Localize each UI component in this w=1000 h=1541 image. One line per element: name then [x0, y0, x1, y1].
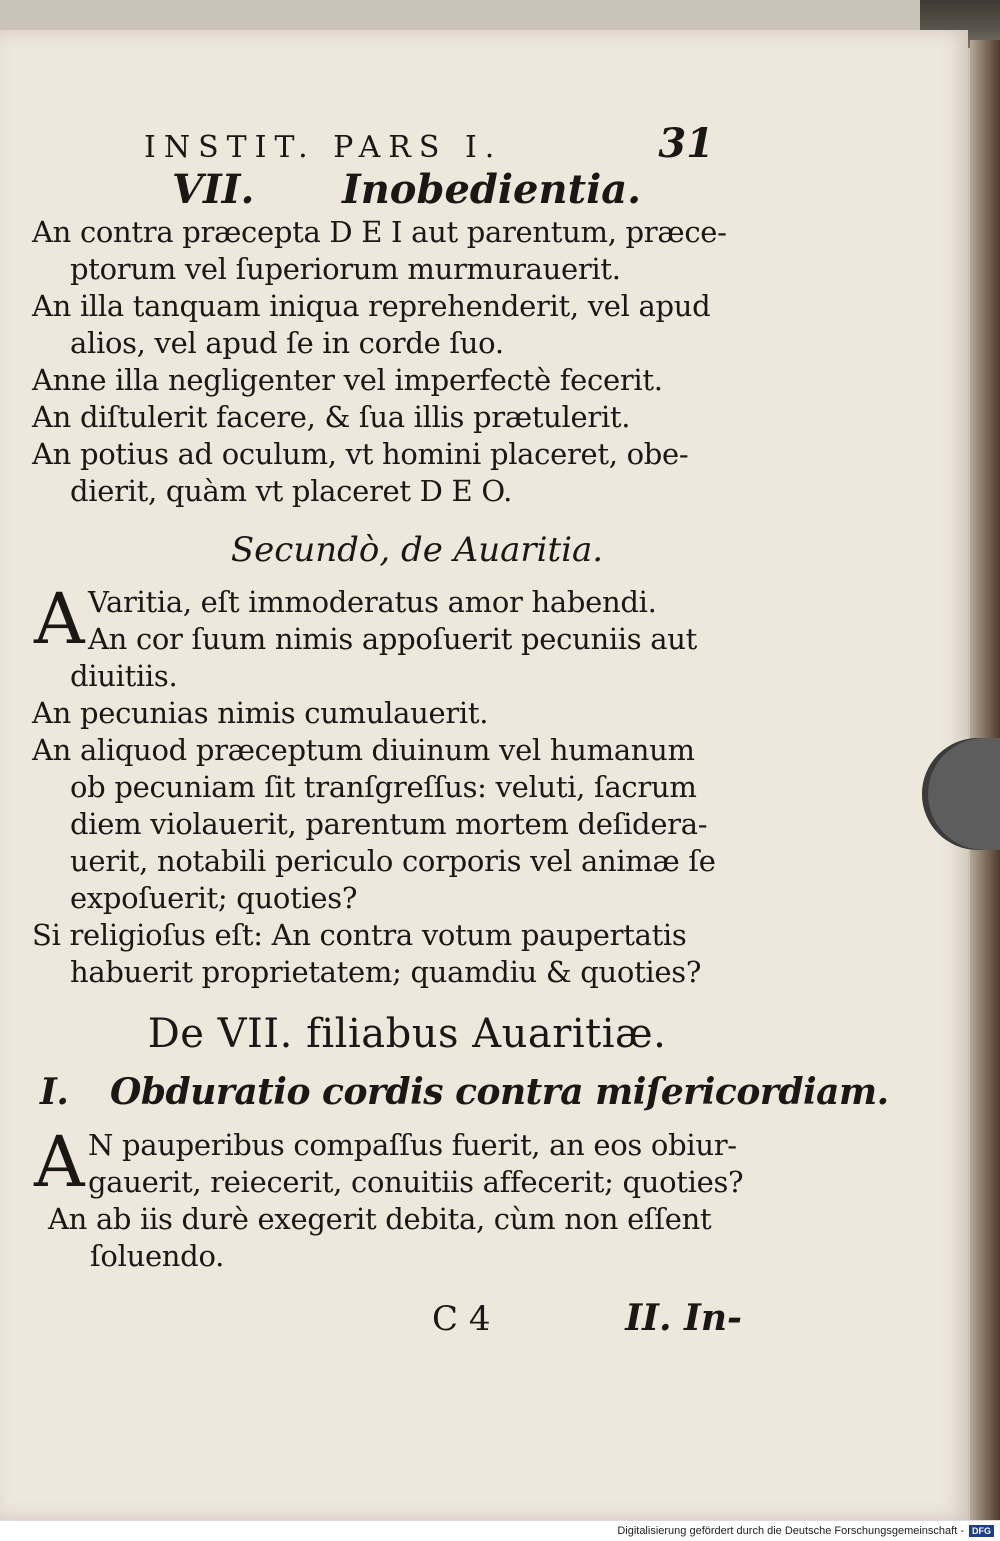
running-head-title: INSTIT. PARS I. — [144, 130, 503, 165]
text-line: alios, vel apud ſe in corde ſuo. — [70, 326, 504, 360]
text-line: diuitiis. — [70, 659, 178, 693]
item-heading — [32, 1071, 889, 1113]
page-number: 31 — [658, 120, 714, 167]
text-line: An cor ſuum nimis appoſuerit pecuniis aut — [88, 622, 698, 656]
chapter-title: De VII. filiabus Auaritiæ. — [147, 1011, 667, 1057]
text-line: gauerit, reiecerit, conuitiis affecerit; quoties? — [88, 1165, 744, 1199]
item-title: Obduratio cordis contra miſericordiam. — [110, 1071, 889, 1113]
text-line: ſoluendo. — [90, 1239, 225, 1273]
running-head — [32, 120, 742, 166]
text-line: dierit, quàm vt placeret D E O. — [70, 474, 513, 508]
page-footer — [32, 1297, 742, 1339]
text-line: habuerit proprietatem; quamdiu & quoties? — [70, 955, 702, 989]
item-number: I. — [40, 1071, 69, 1113]
dfg-logo: DFG — [969, 1525, 994, 1537]
text-line: uerit, notabili periculo corporis vel animæ ſe — [70, 844, 716, 878]
text-line: Varitia, eſt immoderatus amor habendi. — [88, 585, 657, 619]
text-line: Anne illa negligenter vel imperfectè fecerit. — [32, 363, 663, 397]
text-line: An diſtulerit facere, & ſua illis prætulerit. — [32, 400, 631, 434]
dfg-notice-text: Digitalisierung gefördert durch die Deutsche Forschungsgemeinschaft - — [617, 1525, 964, 1537]
avaritia-heading: Secundò, de Auaritia. — [230, 530, 604, 570]
section-number: VII. — [172, 166, 255, 213]
filiae-paragraph — [32, 1121, 744, 1203]
catchword: II. In- — [625, 1297, 742, 1339]
dfg-notice-bar — [0, 1520, 1000, 1541]
avaritia-paragraph — [32, 578, 742, 660]
text-line: Si religioſus eſt: An contra votum paupertatis — [32, 918, 687, 952]
text-line: An illa tanquam iniqua reprehenderit, vel apud — [32, 289, 711, 323]
text-line: An pecunias nimis cumulauerit. — [32, 696, 489, 730]
signature-mark: C 4 — [432, 1299, 491, 1339]
drop-cap: A — [34, 1121, 85, 1203]
text-line: An ab iis durè exegerit debita, cùm non eſſent — [48, 1202, 712, 1236]
text-line: diem violauerit, parentum mortem deſidera- — [70, 807, 708, 841]
book-page — [0, 30, 968, 1520]
text-line: An contra præcepta D E I aut parentum, præce- — [32, 215, 727, 249]
section-heading-vii — [32, 166, 742, 214]
section-title: Inobedientia. — [342, 166, 642, 213]
text-line: ob pecuniam ſit tranſgreſſus: veluti, ſacrum — [70, 770, 697, 804]
text-line: ptorum vel ſuperiorum murmurauerit. — [70, 252, 621, 286]
text-line: An potius ad oculum, vt homini placeret, obe- — [32, 437, 689, 471]
text-line: An aliquod præceptum diuinum vel humanum — [32, 733, 695, 767]
text-block — [32, 120, 889, 1339]
text-line: expoſuerit; quoties? — [70, 881, 358, 915]
drop-cap: A — [34, 578, 85, 660]
text-line: N pauperibus compaſſus fuerit, an eos obiur- — [88, 1128, 737, 1162]
